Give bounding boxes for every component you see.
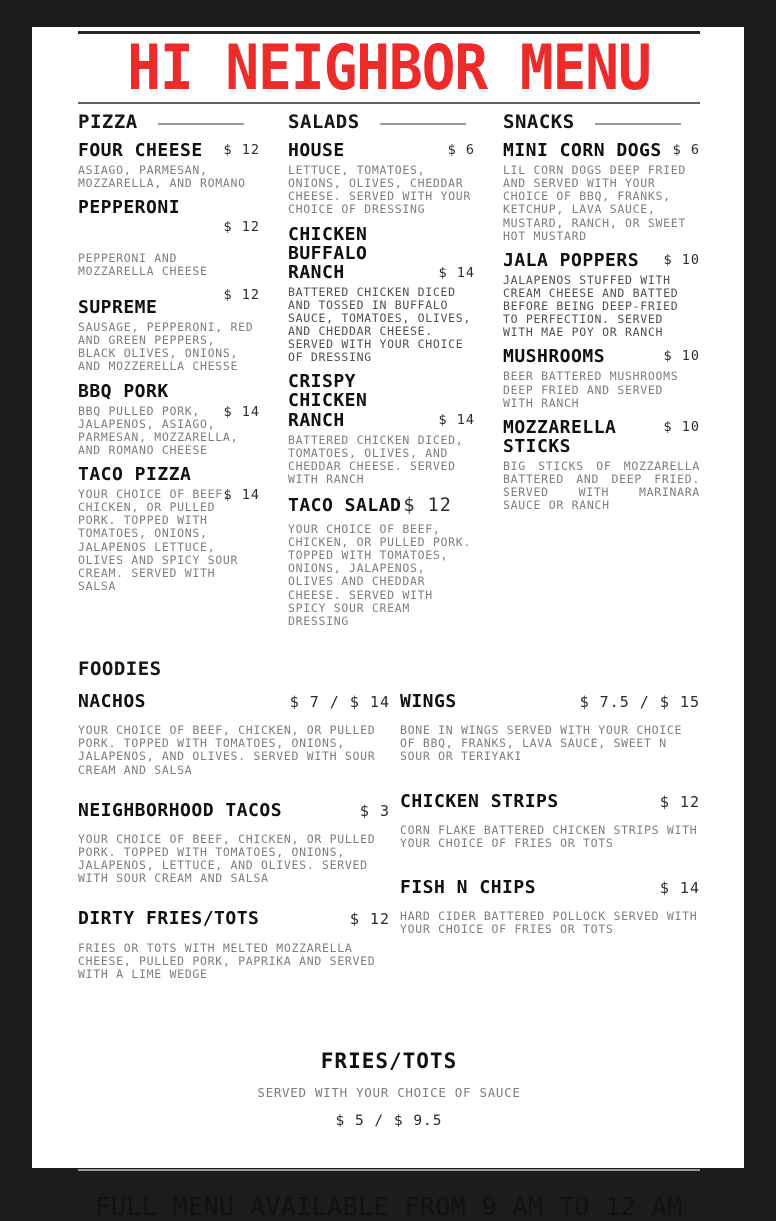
section-rule	[595, 123, 681, 125]
fries-tots-section	[78, 1049, 700, 1129]
menu-item-chicken-strips	[400, 792, 700, 850]
menu-item-nachos	[78, 692, 390, 777]
menu-item-mini-corn-dogs	[503, 141, 700, 243]
menu-item-four-cheese	[78, 141, 260, 190]
item-title: FOUR CHEESE	[78, 140, 203, 161]
menu-item-pepperoni	[78, 198, 260, 278]
item-description: BATTERED CHICKEN DICED AND TOSSED IN BUFFALO SAUCE, TOMATOES, OLIVES, AND CHEDDAR CHEESE. SERVED WITH YOUR CHOICE OF DRESSING	[288, 284, 471, 365]
menu-item-dirty-fries-tots	[78, 909, 390, 981]
item-title: WINGS	[400, 690, 457, 712]
item-description: YOUR CHOICE OF BEEF, CHICKEN, OR PULLED PORK. TOPPED WITH TOMATOES, ONIONS, JALAPENOS, LETTUCE, AND OLIVES. SERVED WITH SOUR CREAM AND SALSA	[78, 831, 376, 886]
section-title: SALADS	[288, 111, 360, 133]
item-title: HOUSE	[288, 140, 345, 161]
item-price: $ 7 / $ 14	[289, 692, 390, 711]
foodies-left-column	[78, 692, 390, 1005]
item-title: MOZZARELLA STICKS	[503, 416, 617, 457]
item-price: $ 14	[659, 878, 700, 897]
menu-item-jala-poppers	[503, 251, 700, 340]
item-price: $ 14	[223, 403, 260, 420]
item-title: SUPREME	[78, 297, 158, 319]
item-title: NACHOS	[78, 690, 147, 712]
item-title: PEPPERONI	[78, 197, 181, 219]
section-header-salads	[288, 113, 475, 132]
menu-item-bbq-pork	[78, 382, 260, 458]
item-description: YOUR CHOICE OF BEEF, CHICKEN, OR PULLED PORK. TOPPED WITH TOMATOES, ONIONS, JALAPENOS, AND OLIVES. SERVED WITH SOUR CREAM AND SALSA	[78, 723, 376, 777]
menu-item-chicken-buffalo-ranch	[288, 225, 475, 365]
menu-item-supreme	[78, 286, 260, 374]
item-price: $ 10	[663, 348, 700, 365]
menu-item-neighborhood-tacos	[78, 801, 390, 886]
item-description: FRIES OR TOTS WITH MELTED MOZZARELLA CHEESE, PULLED PORK, PAPRIKA AND SERVED WITH A LIME WEDGE	[78, 940, 376, 981]
item-description: SERVED WITH YOUR CHOICE OF SAUCE	[257, 1084, 521, 1100]
item-description: BATTERED CHICKEN DICED, TOMATOES, OLIVES, AND CHEDDAR CHEESE. SERVED WITH RANCH	[288, 432, 464, 486]
menu-item-mushrooms	[503, 347, 700, 409]
item-price: $ 12	[223, 142, 260, 158]
top-menu-columns	[78, 113, 700, 636]
item-title: JALA POPPERS	[503, 249, 640, 271]
menu-item-taco-pizza	[78, 465, 260, 593]
item-price: $ 10	[663, 418, 700, 435]
menu-item-taco-salad	[288, 494, 475, 628]
item-title: MUSHROOMS	[503, 346, 606, 368]
section-title: SNACKS	[503, 111, 575, 133]
item-description: LETTUCE, TOMATOES, ONIONS, OLIVES, CHEDDAR CHEESE. SERVED WITH YOUR CHOICE OF DRESSING	[288, 163, 471, 217]
menu-item-wings	[400, 692, 700, 764]
section-title: FOODIES	[78, 657, 162, 680]
footer-note: FULL MENU AVAILABLE FROM 9 AM TO 12 AM	[95, 1191, 683, 1221]
menu-item-mozzarella-sticks	[503, 418, 700, 513]
item-description: BEER BATTERED MUSHROOMS DEEP FRIED AND SERVED WITH RANCH	[503, 369, 679, 410]
item-title: CHICKEN STRIPS	[400, 790, 559, 812]
item-title: CRISPY CHICKEN RANCH	[288, 371, 368, 431]
menu-item-house	[288, 141, 475, 217]
item-title: MINI CORN DOGS	[503, 140, 662, 161]
item-price: $ 6	[672, 142, 700, 158]
snacks-column	[503, 113, 700, 636]
foodies-columns	[78, 692, 700, 1005]
item-price: $ 3	[359, 801, 390, 820]
item-description: YOUR CHOICE OF BEEF, CHICKEN, OR PULLED PORK. TOPPED WITH TOMATOES, ONIONS, JALAPENOS LETTUCE, OLIVES AND SPICY SOUR CREAM. SERVED WITH SALSA	[78, 487, 239, 593]
item-price: $ 12	[349, 910, 390, 929]
item-price: $ 10	[663, 251, 700, 268]
section-title: PIZZA	[78, 111, 138, 133]
item-price: $ 14	[438, 264, 475, 281]
item-price: $ 12	[403, 495, 452, 517]
menu-page	[32, 27, 744, 1221]
menu-item-fish-n-chips	[400, 878, 700, 936]
item-price: $ 6	[447, 142, 475, 158]
section-header-pizza	[78, 113, 260, 132]
menu-item-crispy-chicken-ranch	[288, 372, 475, 486]
item-price: $ 12	[659, 792, 700, 811]
item-title: BBQ PORK	[78, 380, 169, 402]
item-title: FISH N CHIPS	[400, 876, 537, 898]
item-title: DIRTY FRIES/TOTS	[78, 908, 260, 930]
item-description: HARD CIDER BATTERED POLLOCK SERVED WITH YOUR CHOICE OF FRIES OR TOTS	[400, 909, 698, 937]
item-description: ASIAGO, PARMESAN, MOZZARELLA, AND ROMANO	[78, 163, 246, 191]
foodies-section	[78, 657, 700, 1005]
masthead	[78, 31, 700, 104]
item-description: LIL CORN DOGS DEEP FRIED AND SERVED WITH YOUR CHOICE OF BBQ, FRANKS, KETCHUP, LAVA SAUCE, MUSTARD, RANCH, OR SWEET HOT MUSTARD	[503, 163, 686, 243]
item-title: CHICKEN BUFFALO RANCH	[288, 223, 368, 283]
item-description: CORN FLAKE BATTERED CHICKEN STRIPS WITH YOUR CHOICE OF FRIES OR TOTS	[400, 822, 698, 850]
item-title: TACO PIZZA	[78, 464, 192, 486]
item-title: FRIES/TOTS	[320, 1048, 458, 1073]
item-description: JALAPENOS STUFFED WITH CREAM CHEESE AND BATTED BEFORE BEING DEEP-FRIED TO PERFECTION. SERVED WITH MAE POY OR RANCH	[503, 272, 679, 340]
item-description: BIG STICKS OF MOZZARELLA BATTERED AND DEEP FRIED. SERVED WITH MARINARA SAUCE OR RANCH	[503, 458, 700, 513]
item-price: $ 12	[223, 286, 260, 303]
item-price: $ 14	[223, 487, 260, 504]
item-price: $ 12	[223, 219, 260, 236]
item-price: $ 5 / $ 9.5	[335, 1112, 443, 1129]
section-rule	[158, 123, 244, 125]
footer-divider	[78, 1169, 700, 1171]
section-header-foodies	[78, 657, 700, 680]
section-header-snacks	[503, 113, 700, 132]
item-price: $ 7.5 / $ 15	[579, 692, 700, 711]
item-description: BBQ PULLED PORK, JALAPENOS, ASIAGO, PARMESAN, MOZZARELLA, AND ROMANO CHEESE	[78, 403, 239, 457]
section-rule	[380, 123, 466, 125]
item-description: SAUSAGE, PEPPERONI, RED AND GREEN PEPPERS, BLACK OLIVES, ONIONS, AND MOZZERELLA CHESSE	[78, 320, 254, 374]
item-description: PEPPERONI AND MOZZARELLA CHEESE	[78, 250, 208, 278]
item-price: $ 14	[438, 412, 475, 429]
item-description: BONE IN WINGS SERVED WITH YOUR CHOICE OF BBQ, FRANKS, LAVA SAUCE, SWEET N SOUR OR TERIYAKI	[400, 723, 683, 764]
page-title: HI NEIGHBOR MENU	[127, 32, 651, 105]
foodies-right-column	[400, 692, 700, 1005]
item-title: NEIGHBORHOOD TACOS	[78, 799, 283, 821]
item-description: YOUR CHOICE OF BEEF, CHICKEN, OR PULLED PORK. TOPPED WITH TOMATOES, ONIONS, JALAPENOS, OLIVES AND CHEDDAR CHEESE. SERVED WITH SPICY SOUR CREAM DRESSING	[288, 522, 471, 628]
pizza-column	[78, 113, 260, 636]
item-title: TACO SALAD	[288, 495, 402, 517]
salads-column	[288, 113, 475, 636]
